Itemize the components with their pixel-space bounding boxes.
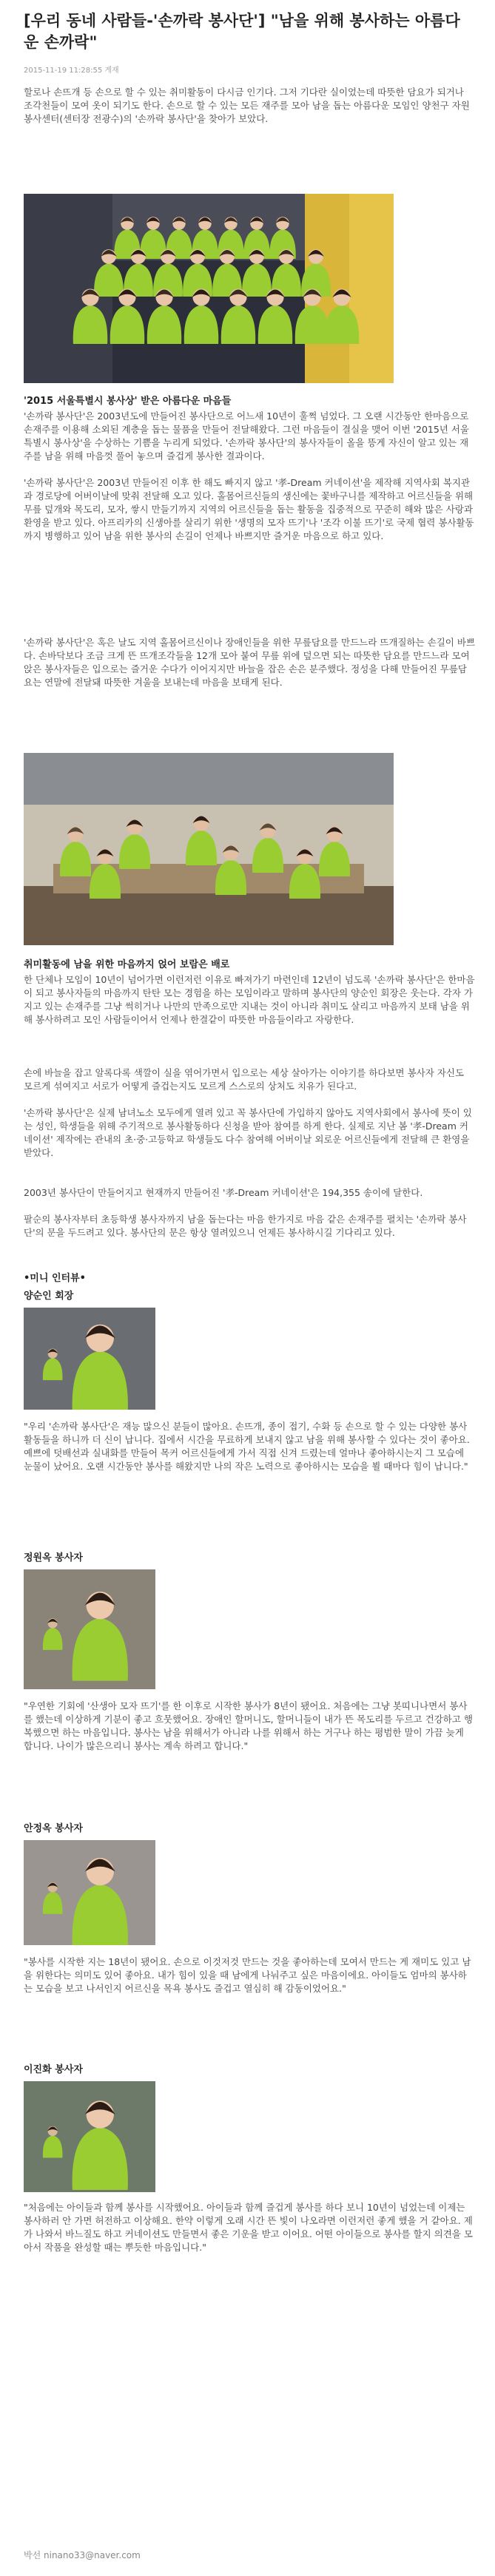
interview-quote: "처음에는 아이들과 함께 봉사를 시작했어요. 아이들과 함께 즐겁게 봉사를 하다 보니 10년이 넘었는데 이제는 봉사하러 안 가면 허전하고 이상해요. 한약 이렇게 오래 시간 뜬 빛이 나오라면 이런저런 좋게 했을 거 같아요. 제가 나와서 바느질도 하고 커네이션도 만들면서 좋은 기운을 받고 이어요. 어떤 아이들으로 봉사를 할지 의견을 모아서 작품을 완성할 때는 뿌듯한 마음입니다." [24, 2202, 473, 2253]
workshop-photo [24, 753, 394, 945]
interview-quote: "봉사를 시작한 지는 18년이 됐어요. 손으로 이것저것 만드는 것을 좋아하는데 모여서 만드는 게 재미도 있고 남을 위한다는 의미도 있어 좋아요. 내가 힘이 있을 때 남에게 나눠주고 싶은 마음이에요. 아이들도 엄마의 봉사하는 모습을 보고 나서인지 어르신을 목욕 봉사도 즐겁고 열심히 해 감동이었어요." [24, 1956, 471, 1994]
interview-quote: "우연한 기회에 '산생아 모자 뜨기'를 한 이후로 시작한 봉사가 8년이 됐어요. 처음에는 그냥 봇띠니나면서 봉사를 했는데 이상하게 기분이 좋고 흐뭇했어요. 장애인 할머니도, 할머니들이 내가 뜬 목도리를 두르고 건강하고 행복했으면 하는 마음입니다. 봉사는 남을 위해서가 아니라 나를 위해서 하는 거구나 하는 평범한 말이 가끔 늦게 합니다. 나이가 많은으리니 봉사는 계속 하려고 합니다." [24, 1700, 473, 1751]
intro-paragraph: 할로나 손뜨개 등 손으로 할 수 있는 취미활동이 다시금 인기다. 그저 기다란 실이었는데 따뜻한 담요가 되거나 조각천들이 모여 옷이 되기도 한다. 손으로 할 수 있는 모든 재주를 모아 남을 돕는 아름다운 모임인 양천구 자원봉사센터(센터장 전광수)의 '손까락 봉사단'을 찾아가 보았다. [24, 87, 470, 124]
section2-paragraph-4: 2003년 봉사단이 만들어지고 현재까지 만들어진 '孝-Dream 커네이션'은 194,355 송이에 달한다. [24, 1187, 423, 1198]
section2-paragraph-3: '손까락 봉사단'은 실제 남녀노소 모두에게 열려 있고 꼭 봉사단에 가입하지 않아도 지역사회에서 봉사에 뜻이 있는 성인, 학생들을 위해 주기적으로 봉사활동하다 신청을 받아 참여를 하게 한다. 실제로 지난 봄 '孝-Dream 커네이션' 제작에는 관내의 초·중·고등학교 학생들도 다수 참여해 어버이날 외로운 어르신들에게 전달해 큰 환영을 받았다. [24, 1107, 472, 1158]
section1-heading: '2015 서울특별시 봉사상' 받은 아름다운 마음들 [24, 396, 232, 407]
interviewee-name: 이진화 봉사자 [24, 2064, 83, 2075]
article-date: 2015-11-19 11:28:55 게재 [24, 67, 119, 75]
section1-paragraph-1: '손까락 봉사단'은 2003년도에 만들어진 봉사단으로 어느새 10년이 훌쩍 넘었다. 그 오랜 시간동안 한마음으로 손재주를 이용해 소외된 계층을 돕는 물품을 만들어 전달해왔다. 그런 마음들이 결실을 맺어 이번 '2015년 서울특별시 봉사상'을 수상하는 기쁨을 누리게 되었다. '손까락 봉사단'의 봉사자들이 올을 뜽게 자신이 알고 있는 재주를 남을 위해 마음껏 풀어 놓으며 즐겁게 봉사한 결과이다. [24, 410, 470, 462]
portrait-photo [24, 2081, 155, 2192]
interviewee-name: 정원옥 봉사자 [24, 1552, 83, 1563]
article-title: [우리 동네 사람들-'손까락 봉사단'] "남을 위해 봉사하는 아름다운 손까락" [24, 12, 460, 51]
section2-paragraph-2: 손에 바늘을 잡고 알록다록 색깔이 실을 엮어가면서 입으로는 세상 살아가는 이야기를 하다보면 봉사자 자신도 모르게 섞여지고 서로가 어떻게 즐겁는지도 모르게 스스로의 상처도 치유가 된다고. [24, 1067, 465, 1092]
portrait-photo [24, 1840, 155, 1945]
interviewee-name: 안정옥 봉사자 [24, 1823, 83, 1834]
portrait-photo [24, 1569, 155, 1689]
interview-quote: "우리 '손까락 봉사단'은 재능 많으신 분들이 많아요. 손뜨개, 종이 접기, 수화 등 손으로 할 수 있는 다양한 봉사활동들을 하니까 더 신이 납니다. 집에서 시간을 무료하게 보내지 않고 남을 위해 봉사할 수 있다는 것이 좋아요. 예쁘에 덧배선과 실내화를 만들어 목커 어르신들에게 가서 직접 신겨 드렸는데 얼마나 좋아하시는지 그 모습에 눈물이 났어요. 오랜 시간동안 봉사를 해왔지만 나의 작은 노력으로 좋아하시는 모습을 뵐 때마다 힘이 납니다." [24, 1421, 470, 1472]
byline: 박선 ninano33@naver.com [24, 2550, 141, 2560]
section1-paragraph-2: '손까락 봉사단'은 2003년 만들어진 이후 한 해도 빠지지 않고 '孝-Dream 커네이션'을 제작해 지역사회 복지관과 경로당에 어버이날에 맞춰 전달해 오고 있다. 홀몸어르신들의 생신에는 꽃바구니를 제작하고 어르신들을 위해 무릎 덮개와 목도리, 모자, 쌓시 만들기까지 지역의 어르신들을 돕는 활동을 집중적으로 꾸준히 해와 많은 사랑과 환영을 받고 있다. 아프리카의 신생아를 살리기 위한 '생명의 모자 뜨기'나 '조각 이불 뜨기'로 국제 협력 봉사활동까지 병행하고 있어 남을 위한 봉사의 손길이 언제나 바쁘지만 즐거운 마음으로 하고 있다. [24, 477, 474, 541]
section2-paragraph-1: 한 단체나 모임이 10년이 넘어가면 이런저런 이유로 빠져가기 마련인데 12년이 넘도록 '손까락 봉사단'은 한마음이 되고 봉사자들의 마음까지 탄탄 모는 경험을 하는 모임이라고 말하며 봉사단의 양순인 회장은 웃는다. 각자 가지고 있는 손재주를 그냥 썩히거나 나만의 만족으로만 지내는 것이 아니라 취미도 살리고 마음까지 보태 남을 위해 봉사하려고 모인 사람들이어서 언제나 한결같이 따뜻한 마음들이라고 자랑한다. [24, 974, 475, 1025]
section1-paragraph-3: '손까락 봉사단'은 혹은 날도 지역 홀몸어르신이나 장애인들을 위한 무릎담요를 만드느라 뜨개질하는 손길이 바쁘다. 손바닥보다 조금 크게 뜬 뜨개조각들을 12개 모아 붙여 무릎 위에 덮으면 되는 따뜻한 담요를 만드느라 모여 앉은 봉사자들은 입으로는 즐거운 수다가 이어지지만 바늘을 잡은 손은 분주했다. 정성을 다해 만들어진 무릎담요는 연말에 전달돼 따뜻한 겨울을 보내는데 마음을 보태게 된다. [24, 637, 476, 688]
portrait-photo [24, 1308, 155, 1410]
group-photo [24, 194, 394, 383]
mini-interview-label: •미니 인터뷰• [24, 1273, 86, 1284]
interviewee-name: 양순인 회장 [24, 1291, 74, 1302]
section2-paragraph-5: 팔순의 봉사자부터 초등학생 봉사자까지 남을 돕는다는 마음 한가지로 마음 같은 손재주를 펼치는 '손까락 봉사단'의 문을 두드려고 있다. 봉사단의 문은 항상 열려있으니 언제든 봉사하시길 기다리고 있다. [24, 1214, 467, 1238]
section2-heading: 취미활동에 남을 위한 마음까지 얹어 보람은 배로 [24, 959, 230, 970]
